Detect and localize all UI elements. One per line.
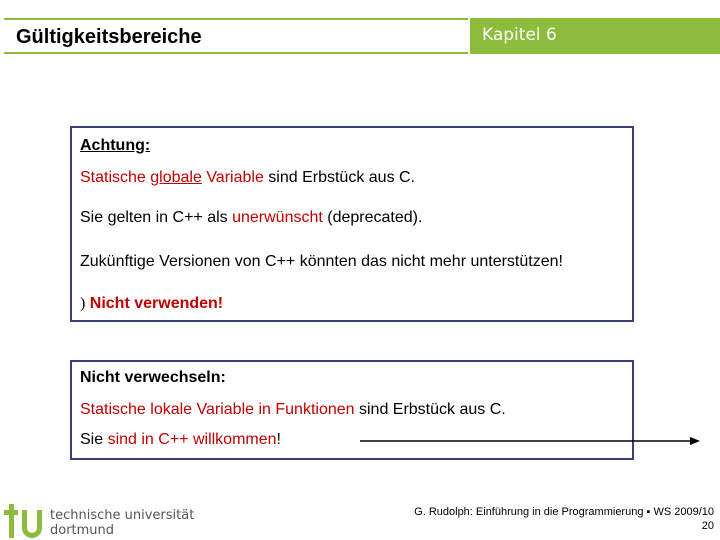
slide-title: Gültigkeitsbereiche [16, 26, 202, 48]
text-undesired: unerwünscht [232, 209, 323, 226]
text-legacy-2: sind Erbstück aus C. [358, 401, 506, 418]
text-welcome: sind in C++ willkommen [107, 431, 277, 448]
text-do-not-use: Nicht verwenden! [85, 295, 224, 312]
text-exclamation: ! [276, 431, 281, 448]
text-static-local: Statische lokale Variable in Funktionen [80, 401, 359, 418]
text-considered: Sie gelten in C++ als [80, 209, 233, 226]
text-they: Sie [80, 431, 108, 448]
note-line-2 [80, 430, 281, 450]
text-variable: Variable [201, 169, 269, 186]
note-box [70, 360, 634, 460]
note-heading: Nicht verwechseln: [80, 369, 226, 386]
chapter-box [470, 18, 720, 54]
warning-line-3: Zukünftige Versionen von C++ könnten das nicht mehr unterstützen! [80, 253, 563, 270]
arrow-right-icon [360, 437, 700, 445]
title-box [4, 18, 468, 54]
text-global: globale [150, 169, 202, 186]
footer-credit [414, 505, 714, 533]
text-static: Statische [80, 169, 151, 186]
chapter-label: Kapitel 6 [482, 25, 557, 45]
logo-text-line-2: dortmund [50, 523, 115, 538]
warning-line-4 [80, 294, 223, 314]
tu-logo-icon [4, 504, 44, 538]
logo-text-line-1: technische universität [50, 508, 195, 523]
university-logo [0, 500, 200, 540]
warning-heading: Achtung: [80, 137, 151, 154]
page-number: 20 [701, 520, 714, 532]
slide-header [0, 18, 720, 54]
text-deprecated: (deprecated). [322, 209, 423, 226]
warning-line-1 [80, 168, 415, 188]
credit-text: G. Rudolph: Einführung in die Programmierung ▪ WS 2009/10 [414, 506, 714, 518]
text-legacy: sind Erbstück aus C. [268, 169, 416, 186]
note-line-1 [80, 400, 506, 420]
implies-symbol: ) [80, 295, 86, 312]
warning-box [70, 126, 634, 322]
warning-line-2 [80, 208, 422, 228]
